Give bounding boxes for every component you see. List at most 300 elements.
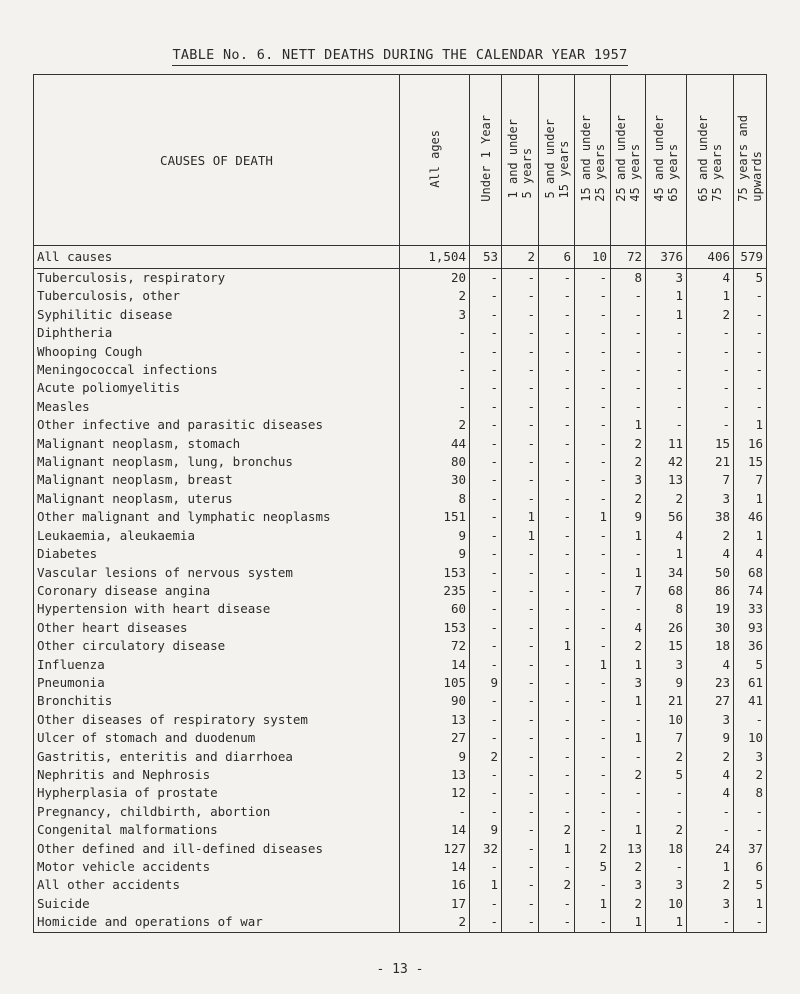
value-cell: - xyxy=(502,729,539,747)
value-cell: - xyxy=(539,913,575,932)
value-cell: 2 xyxy=(734,766,767,784)
value-cell: - xyxy=(611,398,646,416)
cause-cell: Malignant neoplasm, stomach xyxy=(34,435,400,453)
value-cell: 34 xyxy=(646,564,687,582)
value-cell: - xyxy=(646,803,687,821)
value-cell: 19 xyxy=(687,600,734,618)
value-cell: - xyxy=(575,564,611,582)
value-cell: - xyxy=(400,361,470,379)
value-cell: - xyxy=(611,784,646,802)
value-cell: - xyxy=(539,287,575,305)
header-col-6 xyxy=(646,75,687,246)
value-cell: - xyxy=(502,361,539,379)
value-cell: 2 xyxy=(575,840,611,858)
value-cell: - xyxy=(502,545,539,563)
value-cell: - xyxy=(539,600,575,618)
value-cell: - xyxy=(575,435,611,453)
value-cell: - xyxy=(539,766,575,784)
value-cell: - xyxy=(646,784,687,802)
value-cell: 9 xyxy=(470,674,502,692)
value-cell: - xyxy=(734,324,767,342)
value-cell: 9 xyxy=(400,748,470,766)
deaths-table xyxy=(33,74,767,933)
value-cell: 2 xyxy=(400,913,470,932)
table-row xyxy=(34,692,767,710)
value-cell: - xyxy=(502,766,539,784)
value-cell: 42 xyxy=(646,453,687,471)
value-cell: 6 xyxy=(734,858,767,876)
value-cell: 1 xyxy=(646,287,687,305)
value-cell: 21 xyxy=(687,453,734,471)
value-cell: - xyxy=(687,416,734,434)
header-col-3 xyxy=(539,75,575,246)
value-cell: - xyxy=(470,508,502,526)
cause-cell: Syphilitic disease xyxy=(34,306,400,324)
value-cell: - xyxy=(575,803,611,821)
value-cell: - xyxy=(470,564,502,582)
header-col-2 xyxy=(502,75,539,246)
table-title-text: TABLE No. 6. NETT DEATHS DURING THE CALENDAR YEAR 1957 xyxy=(172,47,627,66)
value-cell: - xyxy=(470,287,502,305)
value-cell: 151 xyxy=(400,508,470,526)
value-cell: - xyxy=(539,490,575,508)
cause-cell: Suicide xyxy=(34,895,400,913)
value-cell: - xyxy=(539,674,575,692)
value-cell: - xyxy=(539,564,575,582)
value-cell: - xyxy=(539,619,575,637)
table-row xyxy=(34,637,767,655)
table-body xyxy=(34,246,767,933)
value-cell: 13 xyxy=(611,840,646,858)
value-cell: - xyxy=(539,527,575,545)
value-cell: - xyxy=(539,471,575,489)
value-cell: 86 xyxy=(687,582,734,600)
table-row xyxy=(34,508,767,526)
table-row xyxy=(34,803,767,821)
value-cell: 4 xyxy=(687,766,734,784)
table-row xyxy=(34,398,767,416)
header-col-label: All ages xyxy=(427,129,442,188)
value-cell: 406 xyxy=(687,246,734,269)
value-cell: - xyxy=(470,435,502,453)
value-cell: 38 xyxy=(687,508,734,526)
cause-cell: Meningococcal infections xyxy=(34,361,400,379)
cause-cell: All causes xyxy=(34,246,400,269)
header-col-1 xyxy=(470,75,502,246)
value-cell: - xyxy=(470,637,502,655)
value-cell: 5 xyxy=(734,876,767,894)
value-cell: 1 xyxy=(734,527,767,545)
value-cell: - xyxy=(611,361,646,379)
value-cell: 5 xyxy=(734,269,767,288)
table-row xyxy=(34,858,767,876)
value-cell: 2 xyxy=(539,821,575,839)
table-row xyxy=(34,766,767,784)
cause-cell: Leukaemia, aleukaemia xyxy=(34,527,400,545)
value-cell: - xyxy=(575,913,611,932)
value-cell: - xyxy=(575,748,611,766)
value-cell: - xyxy=(646,398,687,416)
value-cell: 8 xyxy=(734,784,767,802)
value-cell: - xyxy=(646,416,687,434)
value-cell: - xyxy=(575,490,611,508)
value-cell: - xyxy=(502,582,539,600)
value-cell: 153 xyxy=(400,564,470,582)
value-cell: - xyxy=(539,324,575,342)
value-cell: 1 xyxy=(470,876,502,894)
value-cell: - xyxy=(575,287,611,305)
table-row xyxy=(34,895,767,913)
value-cell: 1 xyxy=(502,508,539,526)
table-row xyxy=(34,287,767,305)
value-cell: - xyxy=(734,287,767,305)
value-cell: - xyxy=(470,453,502,471)
value-cell: 7 xyxy=(734,471,767,489)
value-cell: 12 xyxy=(400,784,470,802)
value-cell: - xyxy=(575,692,611,710)
header-col-7 xyxy=(687,75,734,246)
value-cell: - xyxy=(539,453,575,471)
value-cell: 93 xyxy=(734,619,767,637)
value-cell: 579 xyxy=(734,246,767,269)
value-cell: - xyxy=(734,913,767,932)
value-cell: - xyxy=(470,729,502,747)
value-cell: - xyxy=(539,692,575,710)
cause-cell: Other heart diseases xyxy=(34,619,400,637)
table-row xyxy=(34,435,767,453)
table-row xyxy=(34,674,767,692)
value-cell: 14 xyxy=(400,858,470,876)
value-cell: 20 xyxy=(400,269,470,288)
value-cell: - xyxy=(400,379,470,397)
value-cell: - xyxy=(502,287,539,305)
value-cell: - xyxy=(470,913,502,932)
value-cell: 8 xyxy=(646,600,687,618)
table-row xyxy=(34,748,767,766)
value-cell: - xyxy=(470,527,502,545)
value-cell: - xyxy=(734,821,767,839)
value-cell: - xyxy=(502,656,539,674)
value-cell: - xyxy=(470,711,502,729)
cause-cell: Malignant neoplasm, uterus xyxy=(34,490,400,508)
value-cell: 3 xyxy=(646,876,687,894)
cause-cell: Pneumonia xyxy=(34,674,400,692)
value-cell: 21 xyxy=(646,692,687,710)
value-cell: 1 xyxy=(646,306,687,324)
header-col-label: 25 and under 45 years xyxy=(614,115,642,202)
value-cell: 23 xyxy=(687,674,734,692)
cause-cell: Congenital malformations xyxy=(34,821,400,839)
value-cell: 1 xyxy=(575,508,611,526)
value-cell: 2 xyxy=(687,876,734,894)
value-cell: - xyxy=(470,803,502,821)
value-cell: 153 xyxy=(400,619,470,637)
table-row xyxy=(34,821,767,839)
value-cell: 30 xyxy=(400,471,470,489)
header-col-label: 65 and under 75 years xyxy=(696,115,724,202)
value-cell: - xyxy=(687,324,734,342)
value-cell: 2 xyxy=(611,637,646,655)
value-cell: 61 xyxy=(734,674,767,692)
value-cell: - xyxy=(470,619,502,637)
value-cell: - xyxy=(502,913,539,932)
value-cell: 9 xyxy=(400,527,470,545)
value-cell: 2 xyxy=(400,416,470,434)
value-cell: 2 xyxy=(687,527,734,545)
value-cell: - xyxy=(646,343,687,361)
value-cell: - xyxy=(502,453,539,471)
value-cell: 2 xyxy=(539,876,575,894)
value-cell: 60 xyxy=(400,600,470,618)
value-cell: 376 xyxy=(646,246,687,269)
value-cell: 4 xyxy=(687,784,734,802)
value-cell: 13 xyxy=(400,766,470,784)
value-cell: - xyxy=(611,324,646,342)
value-cell: 5 xyxy=(575,858,611,876)
value-cell: - xyxy=(502,858,539,876)
value-cell: - xyxy=(470,343,502,361)
value-cell: - xyxy=(575,453,611,471)
value-cell: - xyxy=(575,306,611,324)
value-cell: - xyxy=(539,416,575,434)
table-row xyxy=(34,490,767,508)
table-row xyxy=(34,619,767,637)
cause-cell: Nephritis and Nephrosis xyxy=(34,766,400,784)
value-cell: - xyxy=(539,343,575,361)
value-cell: - xyxy=(470,656,502,674)
value-cell: - xyxy=(646,324,687,342)
value-cell: 2 xyxy=(502,246,539,269)
value-cell: - xyxy=(502,895,539,913)
value-cell: - xyxy=(575,582,611,600)
value-cell: - xyxy=(611,545,646,563)
value-cell: 1,504 xyxy=(400,246,470,269)
value-cell: 2 xyxy=(611,490,646,508)
value-cell: - xyxy=(575,821,611,839)
cause-cell: Diabetes xyxy=(34,545,400,563)
value-cell: - xyxy=(646,379,687,397)
value-cell: - xyxy=(470,416,502,434)
value-cell: 14 xyxy=(400,656,470,674)
value-cell: 1 xyxy=(611,564,646,582)
value-cell: 9 xyxy=(400,545,470,563)
cause-cell: Hypertension with heart disease xyxy=(34,600,400,618)
value-cell: - xyxy=(575,527,611,545)
value-cell: - xyxy=(734,343,767,361)
cause-cell: Whooping Cough xyxy=(34,343,400,361)
value-cell: 3 xyxy=(687,711,734,729)
cause-cell: Diphtheria xyxy=(34,324,400,342)
value-cell: - xyxy=(502,269,539,288)
value-cell: 1 xyxy=(575,656,611,674)
value-cell: 16 xyxy=(734,435,767,453)
value-cell: - xyxy=(646,361,687,379)
value-cell: - xyxy=(470,766,502,784)
cause-cell: Hypherplasia of prostate xyxy=(34,784,400,802)
header-row xyxy=(34,75,767,246)
value-cell: 72 xyxy=(611,246,646,269)
header-causes: CAUSES OF DEATH xyxy=(34,75,400,246)
value-cell: - xyxy=(575,361,611,379)
value-cell: - xyxy=(470,398,502,416)
value-cell: 3 xyxy=(611,674,646,692)
value-cell: 3 xyxy=(611,471,646,489)
value-cell: 127 xyxy=(400,840,470,858)
value-cell: 1 xyxy=(611,692,646,710)
value-cell: 90 xyxy=(400,692,470,710)
value-cell: 2 xyxy=(646,490,687,508)
table-row xyxy=(34,471,767,489)
value-cell: - xyxy=(502,748,539,766)
value-cell: - xyxy=(575,766,611,784)
value-cell: 32 xyxy=(470,840,502,858)
value-cell: - xyxy=(575,379,611,397)
value-cell: 18 xyxy=(687,637,734,655)
value-cell: 1 xyxy=(539,637,575,655)
value-cell: 7 xyxy=(646,729,687,747)
value-cell: - xyxy=(502,692,539,710)
value-cell: 7 xyxy=(687,471,734,489)
value-cell: 41 xyxy=(734,692,767,710)
value-cell: 1 xyxy=(611,729,646,747)
value-cell: 11 xyxy=(646,435,687,453)
value-cell: - xyxy=(502,784,539,802)
value-cell: 1 xyxy=(646,913,687,932)
table-row xyxy=(34,729,767,747)
value-cell: 2 xyxy=(611,453,646,471)
value-cell: 26 xyxy=(646,619,687,637)
value-cell: - xyxy=(470,379,502,397)
value-cell: - xyxy=(611,343,646,361)
page-number: - 13 - xyxy=(376,962,424,977)
cause-cell: Influenza xyxy=(34,656,400,674)
value-cell: 2 xyxy=(646,748,687,766)
value-cell: - xyxy=(734,379,767,397)
cause-cell: Other malignant and lymphatic neoplasms xyxy=(34,508,400,526)
value-cell: 9 xyxy=(611,508,646,526)
value-cell: - xyxy=(502,490,539,508)
value-cell: - xyxy=(539,435,575,453)
cause-cell: All other accidents xyxy=(34,876,400,894)
value-cell: - xyxy=(539,784,575,802)
value-cell: 10 xyxy=(734,729,767,747)
value-cell: 1 xyxy=(539,840,575,858)
value-cell: - xyxy=(539,379,575,397)
value-cell: 4 xyxy=(687,545,734,563)
value-cell: - xyxy=(575,269,611,288)
table-row xyxy=(34,656,767,674)
value-cell: - xyxy=(539,361,575,379)
value-cell: - xyxy=(611,711,646,729)
value-cell: - xyxy=(470,784,502,802)
value-cell: 9 xyxy=(470,821,502,839)
table-row xyxy=(34,600,767,618)
value-cell: - xyxy=(502,379,539,397)
value-cell: 56 xyxy=(646,508,687,526)
value-cell: 27 xyxy=(687,692,734,710)
value-cell: - xyxy=(734,398,767,416)
value-cell: 1 xyxy=(646,545,687,563)
value-cell: - xyxy=(470,582,502,600)
value-cell: 53 xyxy=(470,246,502,269)
table-row xyxy=(34,306,767,324)
table-row xyxy=(34,545,767,563)
value-cell: - xyxy=(575,471,611,489)
value-cell: 13 xyxy=(400,711,470,729)
value-cell: 50 xyxy=(687,564,734,582)
value-cell: - xyxy=(470,471,502,489)
value-cell: 4 xyxy=(734,545,767,563)
value-cell: 46 xyxy=(734,508,767,526)
value-cell: - xyxy=(575,729,611,747)
value-cell: - xyxy=(502,600,539,618)
value-cell: - xyxy=(470,490,502,508)
value-cell: 10 xyxy=(646,711,687,729)
value-cell: 2 xyxy=(611,435,646,453)
value-cell: - xyxy=(734,711,767,729)
value-cell: - xyxy=(734,803,767,821)
table-row xyxy=(34,784,767,802)
value-cell: - xyxy=(502,803,539,821)
value-cell: - xyxy=(470,600,502,618)
value-cell: 16 xyxy=(400,876,470,894)
value-cell: 30 xyxy=(687,619,734,637)
value-cell: - xyxy=(575,545,611,563)
table-row xyxy=(34,361,767,379)
cause-cell: Pregnancy, childbirth, abortion xyxy=(34,803,400,821)
header-col-label: 1 and under 5 years xyxy=(506,118,534,199)
header-col-4 xyxy=(575,75,611,246)
value-cell: - xyxy=(687,379,734,397)
value-cell: - xyxy=(734,306,767,324)
value-cell: 1 xyxy=(734,490,767,508)
value-cell: - xyxy=(502,435,539,453)
cause-cell: Homicide and operations of war xyxy=(34,913,400,932)
value-cell: - xyxy=(575,600,611,618)
value-cell: - xyxy=(470,361,502,379)
cause-cell: Malignant neoplasm, breast xyxy=(34,471,400,489)
value-cell: 10 xyxy=(575,246,611,269)
value-cell: 235 xyxy=(400,582,470,600)
cause-cell: Coronary disease angina xyxy=(34,582,400,600)
header-col-5 xyxy=(611,75,646,246)
value-cell: - xyxy=(575,324,611,342)
value-cell: 5 xyxy=(646,766,687,784)
table-row xyxy=(34,324,767,342)
value-cell: 18 xyxy=(646,840,687,858)
value-cell: - xyxy=(687,803,734,821)
cause-cell: Tuberculosis, respiratory xyxy=(34,269,400,288)
value-cell: 3 xyxy=(646,269,687,288)
value-cell: - xyxy=(575,674,611,692)
value-cell: - xyxy=(539,656,575,674)
cause-cell: Acute poliomyelitis xyxy=(34,379,400,397)
value-cell: - xyxy=(539,398,575,416)
value-cell: - xyxy=(539,508,575,526)
value-cell: 105 xyxy=(400,674,470,692)
value-cell: - xyxy=(400,343,470,361)
value-cell: - xyxy=(575,876,611,894)
cause-cell: Other defined and ill-defined diseases xyxy=(34,840,400,858)
value-cell: - xyxy=(502,306,539,324)
value-cell: 27 xyxy=(400,729,470,747)
value-cell: - xyxy=(687,913,734,932)
value-cell: - xyxy=(539,748,575,766)
value-cell: - xyxy=(646,858,687,876)
value-cell: 1 xyxy=(611,821,646,839)
table-row xyxy=(34,876,767,894)
value-cell: 15 xyxy=(687,435,734,453)
